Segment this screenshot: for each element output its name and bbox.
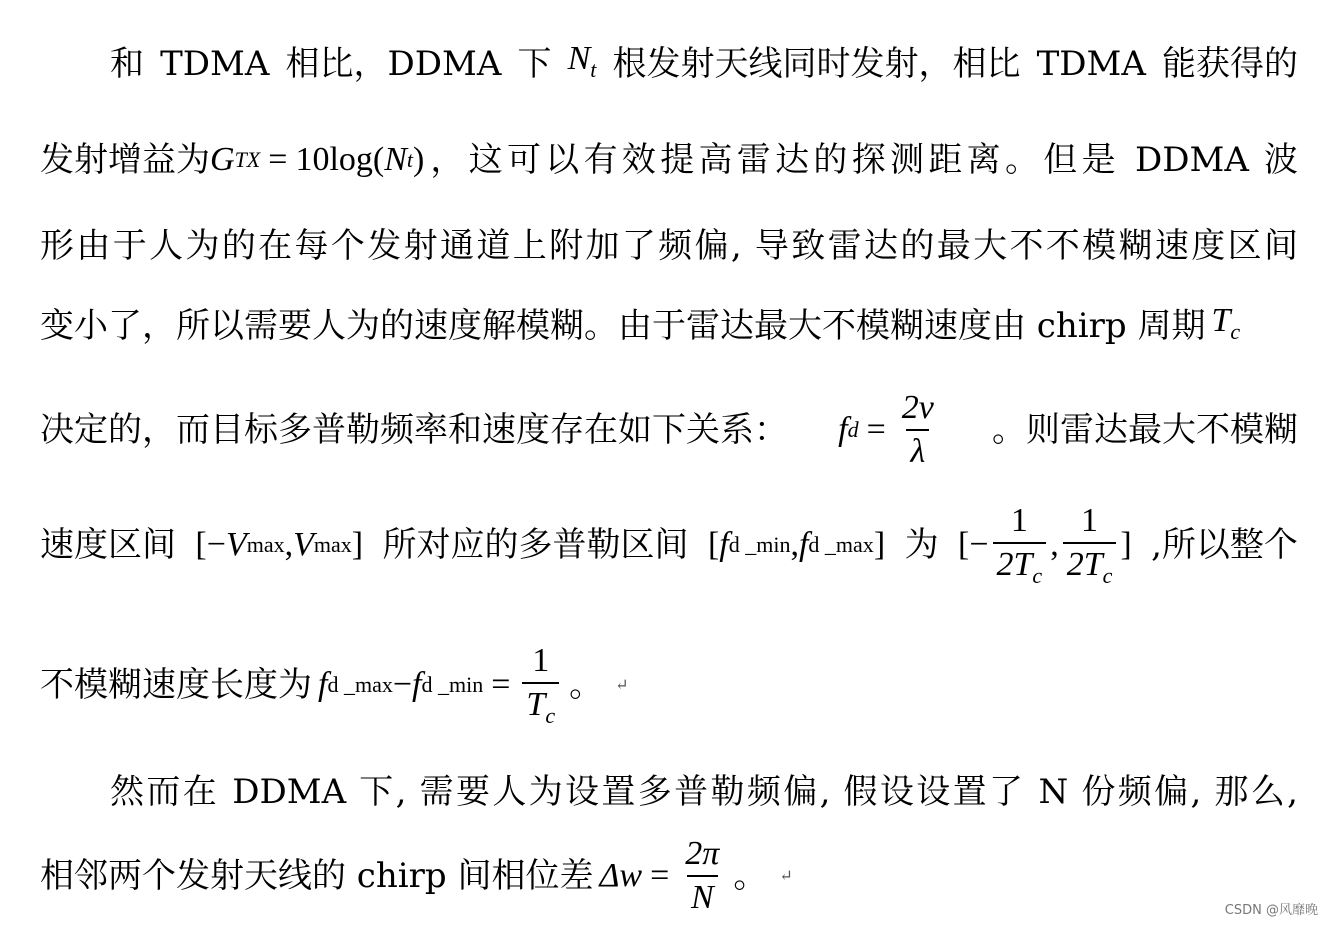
- formula-velocity-interval: [ − V max , V max ]: [195, 526, 364, 563]
- text: 不模糊速度长度为: [40, 665, 312, 705]
- p2-line-1: [110, 762, 1298, 822]
- p1-line-6: [40, 500, 1298, 590]
- var-Tc: $T_c$: [1211, 301, 1241, 344]
- formula-phase-difference: Δw = $\frac{2\pi}{N}$: [599, 835, 720, 916]
- paragraph-mark: ↵: [615, 675, 629, 694]
- formula-unambiguous-length: f d _max − f d _min = $\frac{1}{T_c}$: [318, 644, 563, 727]
- text: TDMA: [160, 44, 270, 84]
- csdn-watermark: CSDN @风靡晚: [1224, 903, 1318, 918]
- p1-line-2: [40, 130, 1298, 190]
- text: 决定的，而目标多普勒频率和速度存在如下关系：: [40, 410, 788, 450]
- text: 速度区间: [40, 525, 176, 565]
- text: 发射增益为: [40, 140, 210, 180]
- formula-gain: G TX = 10log( N t ): [210, 141, 425, 178]
- formula-doppler-interval: [ f d _min , f d _max ]: [707, 526, 886, 563]
- text: 下: [517, 44, 552, 84]
- formula-doppler-range: [ − $\frac{1}{2T_c}$ , $\frac{1}{2T_c}$ ]: [957, 501, 1132, 588]
- text: 根发射天线同时发射，相比: [612, 44, 1021, 84]
- text: ,所以整个: [1151, 525, 1298, 565]
- p2-line-2: [40, 836, 1298, 916]
- p1-line-5: [40, 390, 1298, 470]
- p1-line-4: [40, 296, 1298, 356]
- text: 和: [110, 44, 144, 84]
- text: 形由于人为的在每个发射通道上附加了频偏, 导致雷达的最大不不模糊速度区间: [40, 226, 1298, 266]
- paragraph-mark: ↵: [779, 866, 793, 885]
- p1-line-7: [40, 640, 1298, 730]
- text: 。: [569, 665, 604, 705]
- text: 能获得的: [1161, 44, 1298, 84]
- formula-doppler: f d = $\frac{2v}{\lambda}$: [838, 389, 934, 470]
- text: 相比，DDMA: [285, 44, 502, 84]
- var-Nt: $N_t$: [567, 39, 597, 82]
- text: TDMA: [1036, 44, 1146, 84]
- text: ，这可以有效提高雷达的探测距离。但是 DDMA 波: [430, 140, 1298, 180]
- text: 然而在 DDMA 下, 需要人为设置多普勒频偏, 假设设置了 N 份频偏, 那么,: [110, 772, 1298, 812]
- text: 为: [904, 525, 939, 565]
- text: 相邻两个发射天线的 chirp 间相位差: [40, 856, 594, 896]
- p1-line-1: [110, 34, 1298, 94]
- text: 所对应的多普勒区间: [382, 525, 689, 565]
- text: 变小了，所以需要人为的速度解模糊。由于雷达最大不模糊速度由 chirp 周期: [40, 306, 1206, 346]
- text: 。则雷达最大不模糊: [991, 410, 1298, 450]
- p1-line-3: [40, 216, 1298, 276]
- text: 。: [733, 856, 768, 896]
